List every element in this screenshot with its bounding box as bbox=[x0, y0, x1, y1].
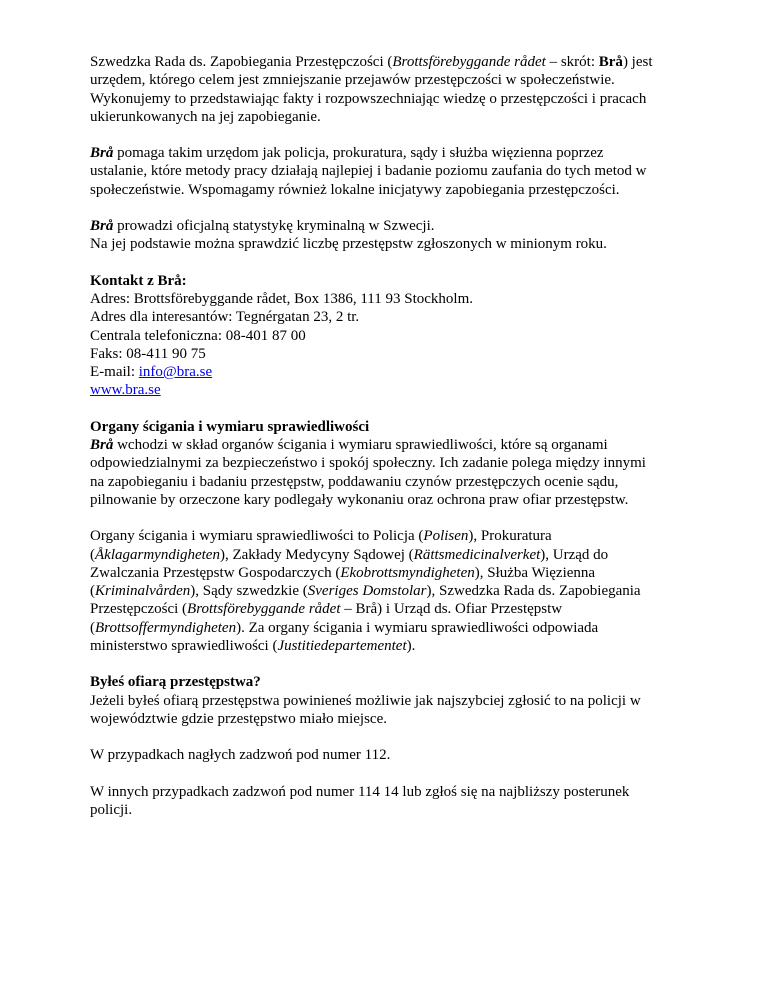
contact-visitor-address: Adres dla interesantów: Tegnérgatan 23, 2 tr. bbox=[90, 309, 360, 326]
organs-list-paragraph: Organy ścigania i wymiaru sprawiedliwości to Policja (Polisen), Prokuratura (Åklagarmyndigheten), Zakłady Medycyny Sądowej (Rättsmedicinalverket), Urząd do Zwalczania Przestępstw Gospodarczych (Ekobrottsmyndigheten), Służba Więzienna (Kriminalvården), Sądy szwedzkie (Sveriges Domstolar), Szwedzka Rada ds. Zapobiegania Przestępczości (Brottsförebyggande rådet – Brå) i Urząd ds. Ofiar Przestępstw (Brottsoffermyndigheten). Za organy ścigania i wymiaru sprawiedliwości odpowiada ministerstwo sprawiedliwości (Justitiedepartementet). bbox=[90, 528, 641, 655]
contact-address: Adres: Brottsförebyggande rådet, Box 1386, 111 93 Stockholm. bbox=[90, 290, 473, 307]
organs-section: Organy ścigania i wymiaru sprawiedliwości Brå wchodzi w skład organów ścigania i wymiaru sprawiedliwości, które są organami odpowiedzialnymi za bezpieczeństwo i spokój społeczny. Ich zadanie polega między innymi na zapobieganiu i badaniu przestępstw, poddawaniu czynów przestępczych ocenie sądu, pilnowanie by orzeczone kary podlegały wykonaniu oraz ochrona praw ofiar przestępstw. bbox=[90, 418, 690, 509]
emergency-paragraph: W przypadkach nagłych zadzwoń pod numer 112. bbox=[90, 747, 391, 764]
victim-section: Byłeś ofiarą przestępstwa? Jeżeli byłeś ofiarą przestępstwa powinieneś możliwie jak najszybciej zgłosić to na policji w województwie gdzie przestępstwo miało miejsce. bbox=[90, 673, 690, 728]
contact-phone: Centrala telefoniczna: 08-401 87 00 bbox=[90, 327, 306, 344]
intro-line-1: Szwedzka Rada ds. Zapobiegania Przestępczości (Brottsförebyggande rådet – skrót: Brå) jest bbox=[90, 54, 653, 70]
bra-emphasis: Brå bbox=[90, 218, 114, 235]
other-cases-paragraph: W innych przypadkach zadzwoń pod numer 114 14 lub zgłoś się na najbliższy posterunek policji. bbox=[90, 783, 630, 818]
agency-name-swedish: Brottsförebyggande rådet bbox=[392, 54, 546, 70]
website-link[interactable]: www.bra.se bbox=[90, 382, 161, 399]
intro-line-3: Wykonujemy to przedstawiając fakty i rozpowszechniając wiedzę o przestępczości i pracach bbox=[90, 90, 647, 107]
intro-line-4: ukierunkowanych na jej zapobieganie. bbox=[90, 108, 321, 125]
agency-abbreviation: Brå bbox=[598, 54, 623, 70]
document-page bbox=[90, 53, 690, 837]
contact-email-line: E-mail: info@bra.se bbox=[90, 364, 213, 381]
contact-fax: Faks: 08-411 90 75 bbox=[90, 345, 206, 362]
bra-emphasis: Brå bbox=[90, 145, 114, 162]
contact-section bbox=[90, 272, 690, 400]
contact-heading: Kontakt z Brå: bbox=[90, 272, 187, 289]
intro-paragraph bbox=[90, 53, 690, 126]
intro-line-2: urzędem, którego celem jest zmniejszanie przejawów przestępczości w społeczeństwie. bbox=[90, 72, 615, 89]
email-link[interactable]: info@bra.se bbox=[138, 364, 213, 381]
statistics-paragraph: Brå prowadzi oficjalną statystykę kryminalną w Szwecji. Na jej podstawie można sprawdzić liczbę przestępstw zgłoszonych w minionym roku. bbox=[90, 218, 607, 253]
support-paragraph: Brå pomaga takim urzędom jak policja, prokuratura, sądy i służba więzienna poprzez ustalanie, które metody pracy działają najlepiej i badanie poziomu zaufania do tych metod w społeczeństwie. Wspomagamy również lokalne inicjatywy zapobiegania przestępczości. bbox=[90, 145, 647, 198]
bra-emphasis: Brå bbox=[90, 437, 114, 454]
organs-heading: Organy ścigania i wymiaru sprawiedliwości bbox=[90, 418, 370, 435]
victim-heading: Byłeś ofiarą przestępstwa? bbox=[90, 674, 261, 691]
